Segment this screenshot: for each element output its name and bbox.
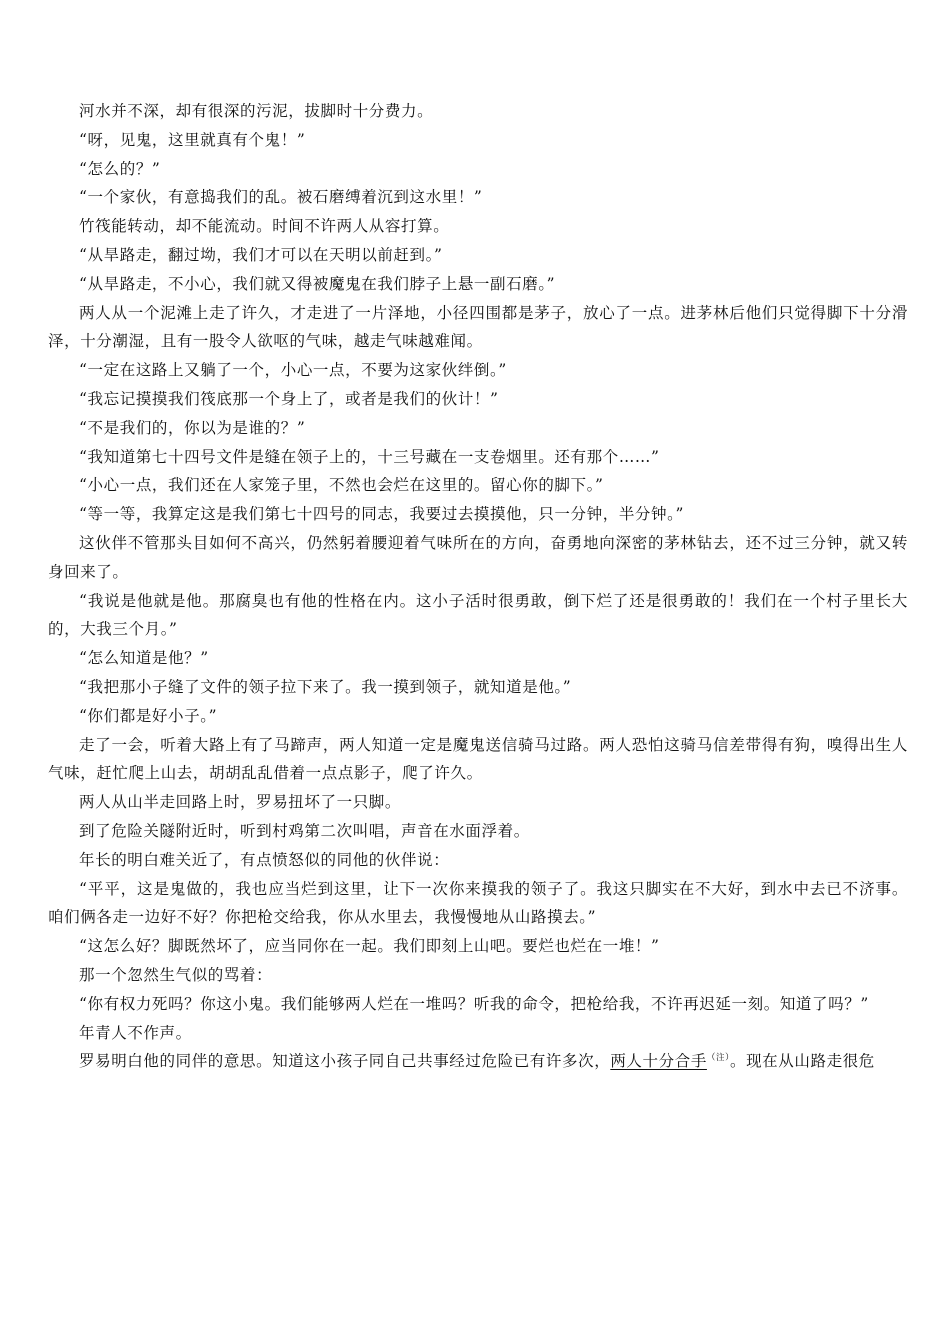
paragraph-17: “怎么知道是他？” <box>79 649 209 668</box>
paragraph-5: 竹筏能转动，却不能流动。时间不许两人从容打算。 <box>79 217 450 236</box>
footnote-marker: （注） <box>706 1053 730 1064</box>
paragraph-13: “小心一点，我们还在人家笼子里，不然也会烂在这里的。留心你的脚下。” <box>79 476 604 495</box>
paragraph-10: “我忘记摸摸我们筏底那一个身上了，或者是我们的伙计！” <box>79 389 499 408</box>
paragraph-19: “你们都是好小子。” <box>79 706 218 725</box>
paragraph-8: 两人从一个泥滩上走了许久，才走进了一片泽地，小径四围都是茅子，放心了一点。进茅林后他们只觉得脚下十分滑泽，十分潮湿，且有一股令人欲呕的气味，越走气味越难闻。 <box>48 303 908 351</box>
paragraph-12: “我知道第七十四号文件是缝在领子上的，十三号藏在一支卷烟里。还有那个……” <box>79 447 660 466</box>
paragraph-2: “呀，见鬼，这里就真有个鬼！” <box>79 130 306 149</box>
paragraph-25: “这怎么好？脚既然坏了，应当同你在一起。我们即刻上山吧。要烂也烂在一堆！” <box>79 937 660 956</box>
paragraph-29-text-before: 罗易明白他的同伴的意思。知道这小孩子同自己共事经过危险已有许多次， <box>79 1052 611 1071</box>
paragraph-20: 走了一会，听着大路上有了马蹄声，两人知道一定是魔鬼送信骑马过路。两人恐怕这骑马信差带得有狗，嗅得出生人气味，赶忙爬上山去，胡胡乱乱借着一点点影子，爬了许久。 <box>48 735 908 783</box>
paragraph-21: 两人从山半走回路上时，罗易扭坏了一只脚。 <box>79 793 402 812</box>
paragraph-29 <box>48 1047 908 1076</box>
paragraph-23: 年长的明白难关近了，有点愤怒似的同他的伙伴说： <box>79 850 450 869</box>
paragraph-26: 那一个忽然生气似的骂着： <box>79 965 273 984</box>
paragraph-9: “一定在这路上又躺了一个，小心一点，不要为这家伙绊倒。” <box>79 361 507 380</box>
document-page <box>48 97 908 1076</box>
paragraph-14: “等一等，我算定这是我们第七十四号的同志，我要过去摸摸他，只一分钟，半分钟。” <box>79 505 685 524</box>
paragraph-27: “你有权力死吗？你这小鬼。我们能够两人烂在一堆吗？听我的命令，把枪给我，不许再迟延一刻。知道了吗？” <box>79 994 869 1013</box>
paragraph-11: “不是我们的，你以为是谁的？” <box>79 418 306 437</box>
underlined-phrase: 两人十分合手 <box>610 1052 707 1071</box>
paragraph-29-text-after: 。现在从山路走很危 <box>729 1052 875 1071</box>
paragraph-24: “平平，这是鬼做的，我也应当烂到这里，让下一次你来摸我的领子了。我这只脚实在不大好，到水中去已不济事。咱们俩各走一边好不好？你把枪交给我，你从水里去，我慢慢地从山路摸去。” <box>48 879 908 927</box>
paragraph-7: “从旱路走，不小心，我们就又得被魔鬼在我们脖子上悬一副石磨。” <box>79 274 556 293</box>
paragraph-3: “怎么的？” <box>79 159 161 178</box>
paragraph-6: “从旱路走，翻过坳，我们才可以在天明以前赶到。” <box>79 245 443 264</box>
paragraph-15: 这伙伴不管那头目如何不高兴，仍然躬着腰迎着气味所在的方向，奋勇地向深密的茅林钻去，还不过三分钟，就又转身回来了。 <box>48 533 908 581</box>
paragraph-18: “我把那小子缝了文件的领子拉下来了。我一摸到领子，就知道是他。” <box>79 677 572 696</box>
paragraph-22: 到了危险关隧附近时，听到村鸡第二次叫唱，声音在水面浮着。 <box>79 821 530 840</box>
paragraph-1: 河水并不深，却有很深的污泥，拔脚时十分费力。 <box>79 102 434 120</box>
paragraph-16: “我说是他就是他。那腐臭也有他的性格在内。这小子活时很勇敢，倒下烂了还是很勇敢的！我们在一个村子里长大的，大我三个月。” <box>48 591 908 639</box>
paragraph-4: “一个家伙，有意捣我们的乱。被石磨缚着沉到这水里！” <box>79 188 483 207</box>
paragraph-28: 年青人不作声。 <box>79 1023 192 1042</box>
